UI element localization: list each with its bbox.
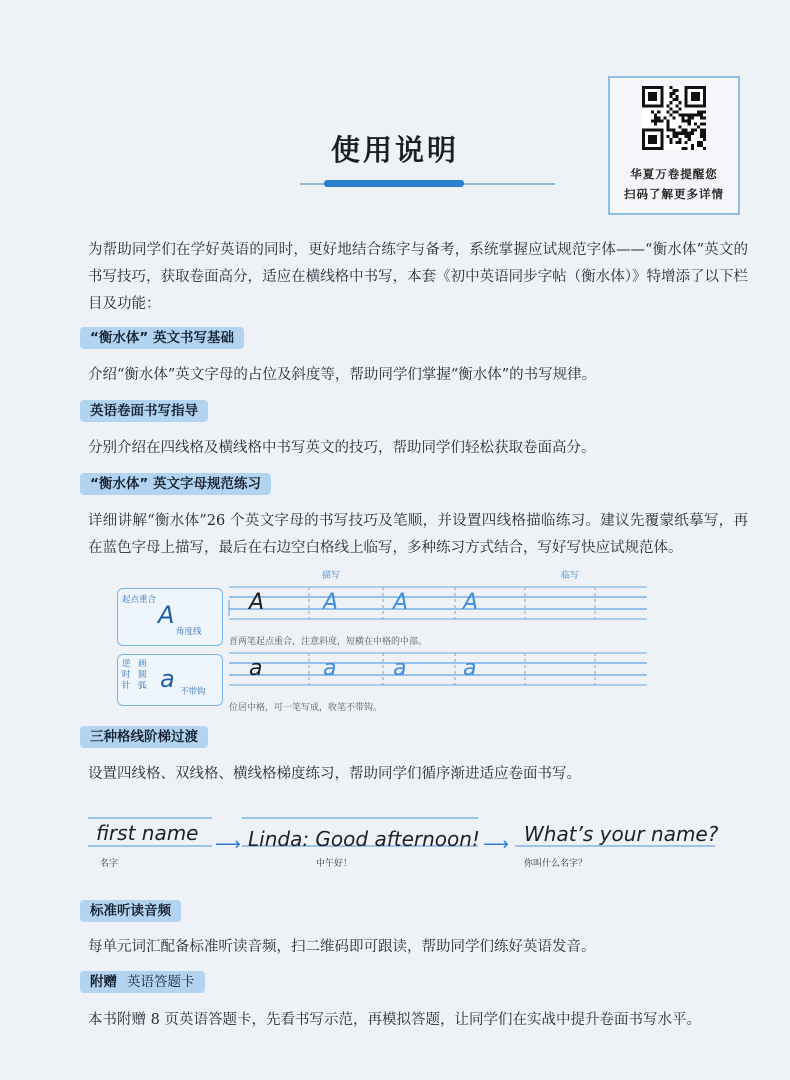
trace-letter-A-3: A: [463, 590, 479, 615]
sticker-letter-a-lower: a: [160, 665, 175, 693]
row1-writing-note: 首两笔起点重合，注意斜度，短横在中格的中部。: [229, 637, 428, 647]
section-label-basics: “衡水体” 英文书写基础: [80, 327, 244, 349]
qr-code-icon[interactable]: [642, 86, 706, 150]
section-text-audio: 每单元词汇配备标准听读音频，扫二维码即可跟读，帮助同学们练好英语发音。: [88, 939, 596, 955]
gradient-example-2: Linda: Good afternoon!: [248, 827, 480, 851]
section-text-gradient: 设置四线格、双线格、横线格梯度练习，帮助同学们循序渐进适应卷面书写。: [88, 766, 581, 782]
background-watermark: [40, 40, 270, 100]
section-text-guide: 分别介绍在四线格及横线格中书写英文的技巧，帮助同学们轻松获取卷面高分。: [88, 440, 596, 456]
copy-label: 临写: [561, 571, 580, 581]
trace-label: 描写: [322, 571, 341, 581]
title-accent-bar: [324, 180, 464, 187]
arrow-right-icon: ⟶: [483, 834, 509, 855]
section-text-practice: 详细讲解“衡水体”26 个英文字母的书写技巧及笔顺，并设置四线格描临练习。建议先覆蒙纸摹写，再在蓝色字母上描写，最后在右边空白格线上临写，多种练习方式结合，写好写快应试规范体。: [88, 513, 748, 556]
arrow-right-icon: ⟶: [215, 834, 241, 855]
gradient-example-1: first name: [96, 821, 199, 845]
gradient-translation-2: 中午好！: [316, 859, 353, 869]
model-letter-A: A: [249, 590, 265, 615]
sticker-arc-label: 画圆弧: [138, 659, 147, 691]
sticker-letter-a-upper: A: [158, 601, 175, 629]
qr-caption-2: 扫码了解更多详情: [624, 187, 724, 201]
practice-grid-demo: [117, 568, 647, 718]
gradient-translation-3: 你叫什么名字？: [524, 859, 588, 869]
section-label-bonus: [80, 971, 205, 993]
bonus-label: 附赠: [90, 974, 117, 990]
trace-letter-A-1: A: [323, 590, 339, 615]
section-label-guide: 英语卷面书写指导: [80, 400, 208, 422]
trace-letter-A-2: A: [393, 590, 409, 615]
model-letter-a: a: [249, 656, 263, 681]
sticker-no-hook-label: 不带钩: [180, 687, 206, 697]
sticker-start-point: [117, 588, 223, 646]
section-label-audio: 标准听读音频: [80, 900, 181, 922]
sticker-counterclockwise: [117, 654, 223, 706]
qr-panel: [608, 76, 740, 215]
intro-paragraph: 为帮助同学们在学好英语的同时，更好地结合练字与备考，系统掌握应试规范字体——“衡水体”英文的书写技巧，获取卷面高分，适应在横线格中书写，本套《初中英语同步字帖（衡水体）》特增添了以下栏目及功能：: [88, 242, 748, 312]
page-title: 使用说明: [330, 133, 459, 167]
gradient-translation-1: 名字: [100, 859, 119, 869]
section-label-gradient: 三种格线阶梯过渡: [80, 726, 208, 748]
trace-letter-a-3: a: [463, 656, 477, 681]
section-label-practice: “衡水体” 英文字母规范练习: [80, 473, 271, 495]
trace-letter-a-1: a: [323, 656, 337, 681]
sticker-start-point-label: 起点重合: [122, 595, 157, 605]
bonus-sublabel: 英语答题卡: [127, 974, 195, 990]
qr-caption-1: 华夏万卷提醒您: [630, 167, 718, 181]
row2-writing-note: 位居中格，可一笔写成，收笔不带钩。: [229, 703, 383, 713]
sticker-angle-line-label: 角度线: [176, 627, 202, 637]
trace-letter-a-2: a: [393, 656, 407, 681]
section-text-bonus: 本书附赠 8 页英语答题卡，先看书写示范，再模拟答题，让同学们在实战中提升卷面书写水平。: [88, 1012, 701, 1028]
sticker-counterclockwise-label: 逆时针: [122, 659, 131, 691]
gradient-example-3: What’s your name?: [524, 822, 719, 846]
section-text-basics: 介绍“衡水体”英文字母的占位及斜度等，帮助同学们掌握“衡水体”的书写规律。: [88, 367, 597, 383]
